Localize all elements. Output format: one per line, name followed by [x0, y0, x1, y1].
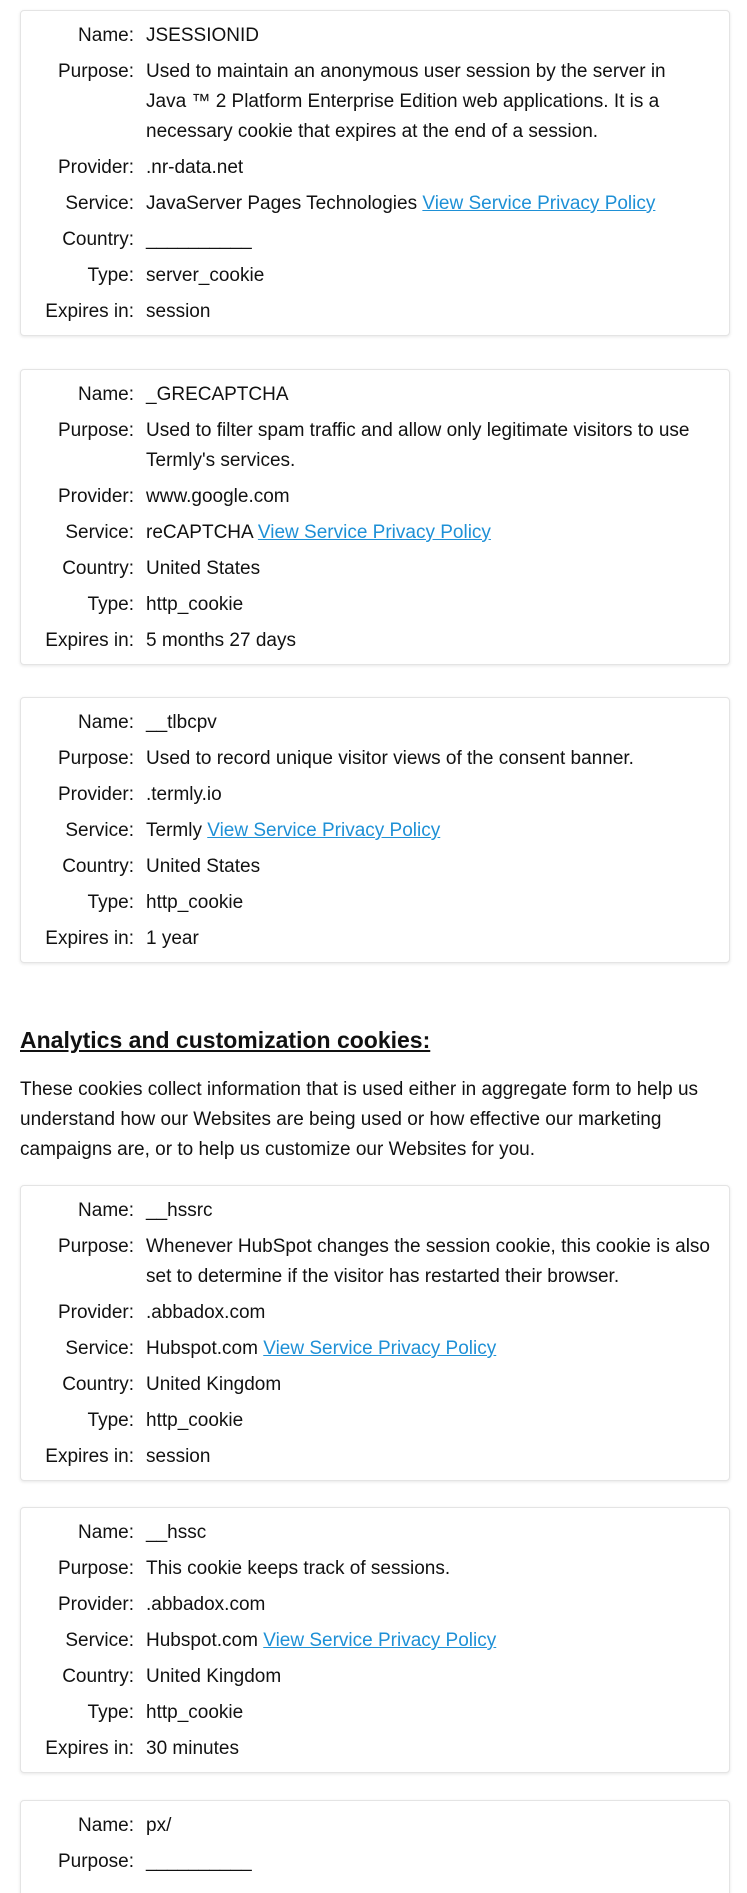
- cookie-provider-row: [21, 1590, 729, 1620]
- purpose-label: Purpose:: [57, 61, 134, 82]
- cookie-country-value: United Kingdom: [146, 1666, 282, 1687]
- cookie-service-value: [146, 189, 729, 219]
- cookie-service-row: [21, 1334, 729, 1364]
- country-label: Country:: [62, 1666, 134, 1687]
- service-name: Hubspot.com: [146, 1338, 258, 1359]
- cookie-service-row: [21, 816, 729, 846]
- expires-label: Expires in:: [45, 1738, 134, 1759]
- expires-label: Expires in:: [45, 1446, 134, 1467]
- cookie-provider-value: .abbadox.com: [146, 1594, 266, 1615]
- provider-label: Provider:: [57, 784, 134, 805]
- view-privacy-policy-link[interactable]: View Service Privacy Policy: [263, 1338, 497, 1359]
- name-label: Name:: [78, 712, 134, 733]
- cookie-country-row: [21, 852, 729, 882]
- expires-label: Expires in:: [45, 301, 134, 322]
- cookie-provider-value: .nr-data.net: [146, 157, 244, 178]
- cookie-purpose-value: Used to maintain an anonymous user session by the server in Java ™ 2 Platform Enterprise Edition web applications. It is a necessary cookie that expires at the end of a session.: [146, 61, 666, 142]
- cookie-card-px: [20, 1800, 730, 1893]
- cookie-purpose-row: [21, 57, 729, 147]
- type-label: Type:: [87, 892, 134, 913]
- name-label: Name:: [78, 1200, 134, 1221]
- cookie-name-value: __hssc: [146, 1522, 207, 1543]
- cookie-service-value: [146, 816, 729, 846]
- cookie-country-value: United Kingdom: [146, 1374, 282, 1395]
- name-label: Name:: [78, 384, 134, 405]
- cookie-country-row: [21, 1370, 729, 1400]
- cookie-purpose-value: Used to record unique visitor views of the consent banner.: [146, 748, 634, 769]
- service-label: Service:: [65, 193, 134, 214]
- cookie-service-value: [146, 1334, 729, 1364]
- provider-label: Provider:: [57, 157, 134, 178]
- country-label: Country:: [62, 856, 134, 877]
- cookie-name-value: __hssrc: [146, 1200, 213, 1221]
- cookie-type-row: [21, 1698, 729, 1728]
- purpose-label: Purpose:: [57, 1236, 134, 1257]
- cookie-expires-row: [21, 924, 729, 954]
- cookie-name-row: [21, 380, 729, 410]
- purpose-label: Purpose:: [57, 420, 134, 441]
- analytics-section-heading: Analytics and customization cookies:: [20, 1027, 431, 1053]
- cookie-name-value: __tlbcpv: [146, 712, 217, 733]
- name-label: Name:: [78, 1815, 134, 1836]
- cookie-name-row: [21, 21, 729, 51]
- cookie-service-value: [146, 1626, 729, 1656]
- cookie-service-row: [21, 1626, 729, 1656]
- cookie-provider-value: .abbadox.com: [146, 1302, 266, 1323]
- cookie-card-grecaptcha: [20, 369, 730, 665]
- service-name: JavaServer Pages Technologies: [146, 193, 418, 214]
- cookie-expires-row: [21, 626, 729, 656]
- purpose-label: Purpose:: [57, 1558, 134, 1579]
- cookie-purpose-row: [21, 744, 729, 774]
- type-label: Type:: [87, 594, 134, 615]
- cookie-service-row: [21, 518, 729, 548]
- name-label: Name:: [78, 25, 134, 46]
- service-name: reCAPTCHA: [146, 522, 253, 543]
- cookie-expires-value: 30 minutes: [146, 1738, 239, 1759]
- cookie-provider-value: .termly.io: [146, 784, 222, 805]
- service-label: Service:: [65, 1630, 134, 1651]
- cookie-name-value: _GRECAPTCHA: [146, 384, 289, 405]
- cookie-type-value: http_cookie: [146, 892, 244, 913]
- view-privacy-policy-link[interactable]: View Service Privacy Policy: [263, 1630, 497, 1651]
- analytics-section-description: These cookies collect information that is used either in aggregate form to help us understand how our Websites are being used or how effective our marketing campaigns are, or to help us customize our Websites for you.: [20, 1079, 699, 1160]
- purpose-label: Purpose:: [57, 748, 134, 769]
- cookie-purpose-row: [21, 1847, 729, 1877]
- cookie-expires-value: 5 months 27 days: [146, 630, 296, 651]
- type-label: Type:: [87, 265, 134, 286]
- cookie-expires-row: [21, 297, 729, 327]
- cookie-name-row: [21, 1811, 729, 1841]
- name-label: Name:: [78, 1522, 134, 1543]
- cookie-purpose-row: [21, 1554, 729, 1584]
- cookie-purpose-row: [21, 1232, 729, 1292]
- cookie-name-row: [21, 1196, 729, 1226]
- cookie-provider-value: www.google.com: [146, 486, 290, 507]
- service-label: Service:: [65, 522, 134, 543]
- country-label: Country:: [62, 229, 134, 250]
- cookie-type-row: [21, 590, 729, 620]
- cookie-expires-value: session: [146, 1446, 211, 1467]
- cookie-type-row: [21, 261, 729, 291]
- cookie-provider-row: [21, 153, 729, 183]
- service-label: Service:: [65, 1338, 134, 1359]
- cookie-card-tlbcpv: [20, 697, 730, 963]
- cookie-country-row: [21, 554, 729, 584]
- country-label: Country:: [62, 558, 134, 579]
- cookie-country-value: United States: [146, 558, 261, 579]
- type-label: Type:: [87, 1410, 134, 1431]
- cookie-purpose-row: [21, 416, 729, 476]
- cookie-expires-row: [21, 1734, 729, 1764]
- view-privacy-policy-link[interactable]: View Service Privacy Policy: [257, 522, 491, 543]
- cookie-type-row: [21, 1406, 729, 1436]
- cookie-card-jsessionid: [20, 10, 730, 336]
- provider-label: Provider:: [57, 1302, 134, 1323]
- cookie-purpose-value: Used to filter spam traffic and allow only legitimate visitors to use Termly's services.: [146, 420, 690, 471]
- cookie-provider-row: [21, 780, 729, 810]
- cookie-expires-value: session: [146, 301, 211, 322]
- cookie-card-hssc: [20, 1507, 730, 1773]
- cookie-card-hssrc: [20, 1185, 730, 1481]
- type-label: Type:: [87, 1702, 134, 1723]
- service-name: Termly: [146, 820, 202, 841]
- cookie-name-value: JSESSIONID: [146, 25, 259, 46]
- cookie-country-row: [21, 225, 729, 255]
- provider-label: Provider:: [57, 486, 134, 507]
- cookie-type-value: http_cookie: [146, 1702, 244, 1723]
- cookie-purpose-value: Whenever HubSpot changes the session cookie, this cookie is also set to determine if the visitor has restarted their browser.: [146, 1236, 710, 1287]
- cookie-type-value: http_cookie: [146, 594, 244, 615]
- cookie-name-value: px/: [146, 1815, 172, 1836]
- service-name: Hubspot.com: [146, 1630, 258, 1651]
- cookie-type-value: server_cookie: [146, 265, 265, 286]
- cookie-service-row: [21, 189, 729, 219]
- cookie-country-row: [21, 1662, 729, 1692]
- cookie-purpose-value: This cookie keeps track of sessions.: [146, 1558, 451, 1579]
- cookie-service-value: [146, 518, 729, 548]
- expires-label: Expires in:: [45, 630, 134, 651]
- cookie-type-row: [21, 888, 729, 918]
- provider-label: Provider:: [57, 1594, 134, 1615]
- view-privacy-policy-link[interactable]: View Service Privacy Policy: [207, 820, 441, 841]
- cookie-name-row: [21, 708, 729, 738]
- cookie-type-value: http_cookie: [146, 1410, 244, 1431]
- cookie-country-value: United States: [146, 856, 261, 877]
- view-privacy-policy-link[interactable]: View Service Privacy Policy: [422, 193, 656, 214]
- country-label: Country:: [62, 1374, 134, 1395]
- cookie-provider-row: [21, 482, 729, 512]
- expires-label: Expires in:: [45, 928, 134, 949]
- cookie-purpose-value: __________: [146, 1851, 252, 1872]
- cookie-name-row: [21, 1518, 729, 1548]
- cookie-provider-row: [21, 1298, 729, 1328]
- cookie-expires-value: 1 year: [146, 928, 199, 949]
- service-label: Service:: [65, 820, 134, 841]
- cookie-expires-row: [21, 1442, 729, 1472]
- cookie-country-value: __________: [146, 229, 252, 250]
- purpose-label: Purpose:: [57, 1851, 134, 1872]
